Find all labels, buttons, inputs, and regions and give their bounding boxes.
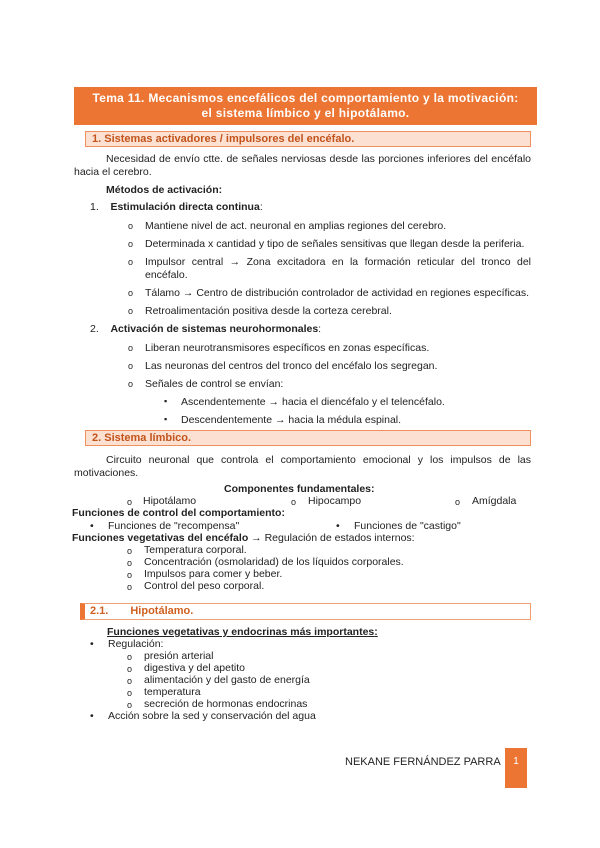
section-2-header: 2. Sistema límbico. [85,430,531,446]
square-bullet-icon: ▪ [164,396,168,406]
list-item: Las neuronas del centros del tronco del encéfalo los segregan. [145,360,438,372]
document-title [74,87,537,125]
circle-bullet-icon: o [128,306,134,316]
circle-bullet-icon: o [128,288,134,298]
numbered-item: 1. Estimulación directa continua: [90,201,263,213]
section-1-header: 1. Sistemas activadores / impulsores del encéfalo. [85,131,531,147]
subsection-2-1-header [80,603,531,620]
bullet-icon: • [90,710,94,722]
list-item: Liberan neurotransmisores específicos en zonas específicas. [145,342,430,354]
subheading: Métodos de activación: [106,184,223,196]
subheading: Componentes fundamentales: [224,483,375,495]
list-item: secreción de hormonas endocrinas [144,698,308,710]
circle-bullet-icon: o [128,361,134,371]
list-item: Funciones de "recompensa" [108,520,240,532]
num: 2. [90,323,99,335]
paragraph: Necesidad de envío ctte. de señales nerviosas desde las porciones inferiores del encéfalo hacia el cerebro. [74,153,531,178]
label: Activación de sistemas neurohormonales [110,323,319,335]
control-title: Funciones de control del comportamiento [72,507,282,519]
circle-bullet-icon: o [128,221,134,231]
components-title: Componentes fundamentales [224,483,372,495]
list-item-cont: encéfalo. [145,269,188,281]
circle-bullet-icon: o [127,546,133,556]
bullet-icon: • [90,638,94,650]
list-item: Temperatura corporal. [144,544,247,556]
bullet-icon: • [90,520,94,532]
circle-bullet-icon: o [127,497,133,507]
label: Estimulación directa continua [110,201,260,213]
list-item: Determinada x cantidad y tipo de señales sensitivas que llegan desde la periferia. [145,238,525,250]
list-item: Control del peso corporal. [144,580,265,592]
square-bullet-icon: ▪ [164,414,168,424]
numbered-item: 2. Activación de sistemas neurohormonales: [90,323,322,335]
list-item: Amígdala [472,495,517,507]
circle-bullet-icon: o [127,652,133,662]
list-item: Impulsor central → Zona excitadora en la formación reticular del tronco del [145,256,531,268]
list-item: Regulación: [108,638,164,650]
list-item: presión arterial [144,650,214,662]
circle-bullet-icon: o [127,558,133,568]
num: 2.1. [90,605,109,617]
bullet-icon: • [336,520,340,532]
title: Hipotálamo. [130,605,194,617]
footer-author: NEKANE FERNÁNDEZ PARRA [345,756,501,768]
page-number: 1 [505,748,527,788]
veg-title: Funciones vegetativas del encéfalo [72,532,249,544]
num: 1. [90,201,99,213]
list-item: Hipotálamo [143,495,197,507]
list-item: temperatura [144,686,201,698]
methods-label: Métodos de activación [106,184,219,196]
list-item: Tálamo → Centro de distribución controlador de actividad en regiones específicas. [145,287,530,299]
title-line: Tema 11. Mecanismos encefálicos del comportamiento y la motivación: [92,91,519,105]
subheading: Funciones de control del comportamiento: [72,507,285,519]
list-item: Mantiene nivel de act. neuronal en amplias regiones del cerebro. [145,220,447,232]
circle-bullet-icon: o [127,582,133,592]
heading: Funciones vegetativas y endocrinas más importantes [107,626,375,638]
list-item: Ascendentemente → hacia el diencéfalo y el telencéfalo. [181,396,445,408]
circle-bullet-icon: o [127,700,133,710]
list-item: Funciones de "castigo" [354,520,461,532]
list-item: Hipocampo [308,495,362,507]
list-item: Concentración (osmolaridad) de los líquidos corporales. [144,556,404,568]
circle-bullet-icon: o [291,497,297,507]
circle-bullet-icon: o [127,570,133,580]
circle-bullet-icon: o [128,239,134,249]
circle-bullet-icon: o [128,379,134,389]
circle-bullet-icon: o [127,676,133,686]
circle-bullet-icon: o [127,664,133,674]
list-item: Retroalimentación positiva desde la corteza cerebral. [145,305,392,317]
circle-bullet-icon: o [455,497,461,507]
subheading: Funciones vegetativas y endocrinas más importantes: [107,626,378,638]
paragraph: Circuito neuronal que controla el comportamiento emocional y los impulsos de las motivaciones. [74,454,531,479]
title-line: el sistema límbico y el hipotálamo. [201,106,410,120]
list-item: digestiva y del apetito [144,662,245,674]
veg-rest: → Regulación de estados internos: [248,532,415,544]
circle-bullet-icon: o [128,343,134,353]
list-item: Impulsos para comer y beber. [144,568,283,580]
circle-bullet-icon: o [128,257,134,267]
circle-bullet-icon: o [127,688,133,698]
list-item: Descendentemente → hacia la médula espinal. [181,414,402,426]
list-item: alimentación y del gasto de energía [144,674,310,686]
list-item: Señales de control se envían: [145,378,284,390]
list-item: Acción sobre la sed y conservación del agua [108,710,316,722]
